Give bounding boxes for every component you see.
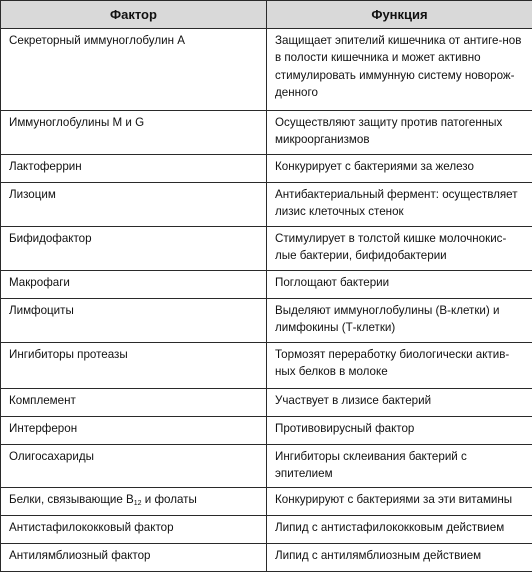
function-cell: Конкурируют с бактериями за эти витамины xyxy=(267,487,532,515)
table-row xyxy=(1,183,532,227)
table-row xyxy=(1,299,532,343)
table-row xyxy=(1,389,532,417)
factor-cell: Лизоцим xyxy=(1,183,267,227)
table-row xyxy=(1,543,532,571)
function-cell: Тормозят переработку биологически актив-ных белков в молоке xyxy=(267,343,532,389)
factor-subscript: 12 xyxy=(134,500,142,507)
factor-cell xyxy=(1,487,267,515)
table-row xyxy=(1,111,532,155)
factor-cell: Интерферон xyxy=(1,417,267,445)
function-cell: Защищает эпителий кишечника от антиге-нов в полости кишечника и может активно стимулировать иммунную систему новорож-денного xyxy=(267,29,532,111)
table-row xyxy=(1,343,532,389)
function-cell: Поглощают бактерии xyxy=(267,271,532,299)
table-row xyxy=(1,515,532,543)
factor-text-suffix: и фолаты xyxy=(142,493,197,506)
factor-cell: Секреторный иммуноглобулин А xyxy=(1,29,267,111)
function-cell: Ингибиторы склеивания бактерий с эпителием xyxy=(267,445,532,488)
table-row xyxy=(1,487,532,515)
factor-cell: Комплемент xyxy=(1,389,267,417)
function-cell: Липид с антилямблиозным действием xyxy=(267,543,532,571)
factor-cell: Иммуноглобулины М и G xyxy=(1,111,267,155)
factor-cell: Антилямблиозный фактор xyxy=(1,543,267,571)
table-row xyxy=(1,417,532,445)
function-cell: Противовирусный фактор xyxy=(267,417,532,445)
factor-cell: Антистафилококковый фактор xyxy=(1,515,267,543)
factor-text-prefix: Белки, связывающие В xyxy=(9,493,134,506)
factor-cell: Бифидофактор xyxy=(1,227,267,271)
table-row xyxy=(1,271,532,299)
table-row xyxy=(1,227,532,271)
header-function: Функция xyxy=(267,1,532,29)
table-row xyxy=(1,445,532,488)
factor-cell: Лактоферрин xyxy=(1,155,267,183)
function-cell: Антибактериальный фермент: осуществляет лизис клеточных стенок xyxy=(267,183,532,227)
function-cell: Стимулирует в толстой кишке молочнокис-лые бактерии, бифидобактерии xyxy=(267,227,532,271)
table-row xyxy=(1,29,532,111)
factor-cell: Лимфоциты xyxy=(1,299,267,343)
function-cell: Липид с антистафилококковым действием xyxy=(267,515,532,543)
function-cell: Участвует в лизисе бактерий xyxy=(267,389,532,417)
function-cell: Осуществляют защиту против патогенных микроорганизмов xyxy=(267,111,532,155)
function-cell: Выделяют иммуноглобулины (В-клетки) и лимфокины (Т-клетки) xyxy=(267,299,532,343)
table-header-row xyxy=(1,1,532,29)
factor-cell: Макрофаги xyxy=(1,271,267,299)
function-cell: Конкурирует с бактериями за железо xyxy=(267,155,532,183)
factor-cell: Олигосахариды xyxy=(1,445,267,488)
table-row xyxy=(1,155,532,183)
header-factor: Фактор xyxy=(1,1,267,29)
factor-cell: Ингибиторы протеазы xyxy=(1,343,267,389)
